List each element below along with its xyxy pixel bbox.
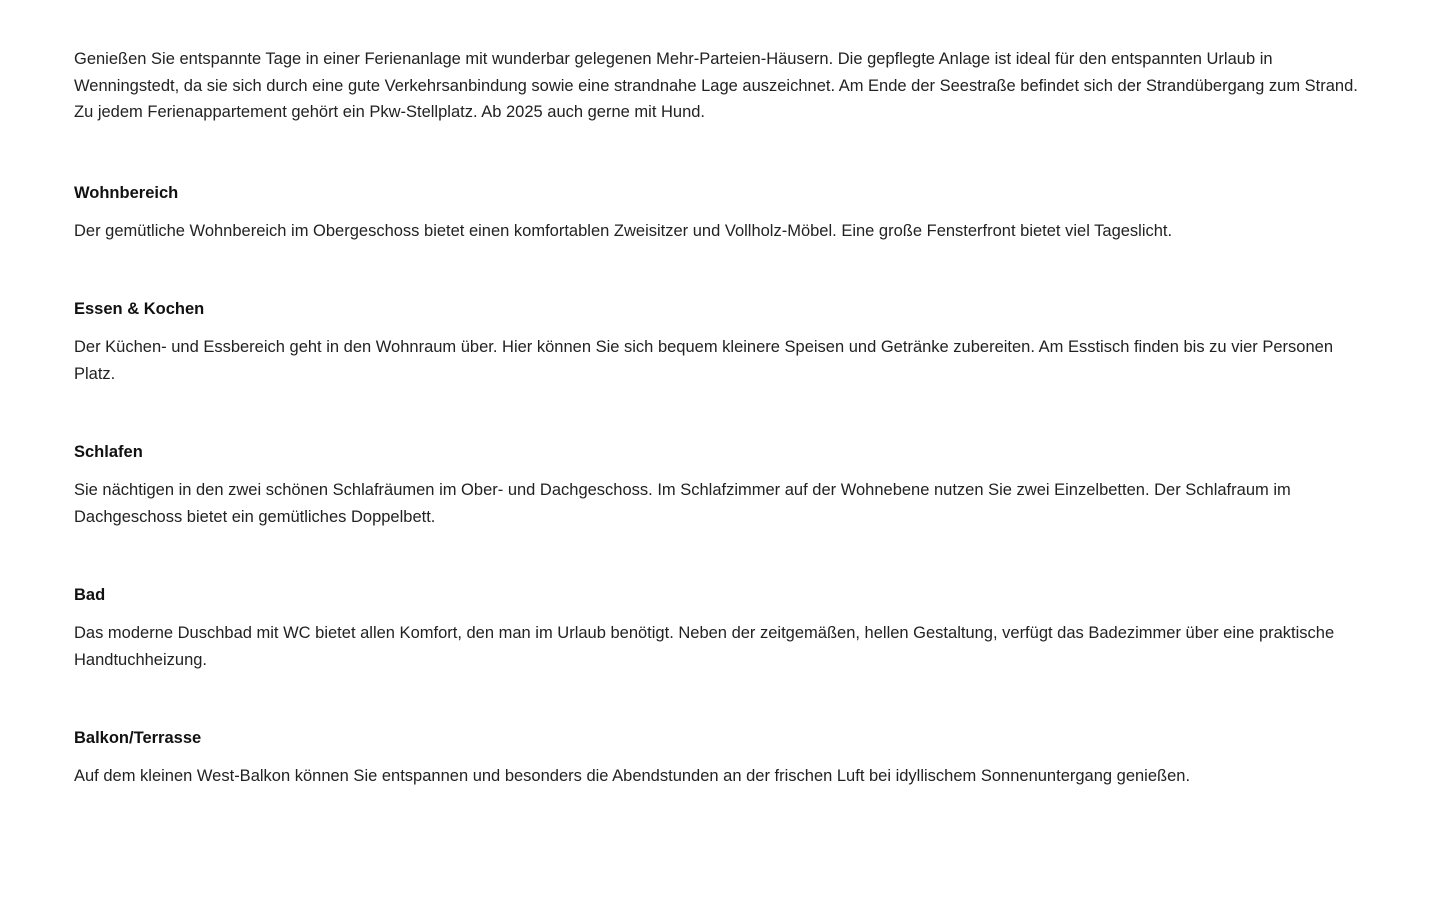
section-schlafen (74, 441, 1374, 530)
section-title: Essen & Kochen (74, 300, 205, 318)
section-title: Balkon/Terrasse (74, 729, 202, 747)
intro-paragraph: Genießen Sie entspannte Tage in einer Ferienanlage mit wunderbar gelegenen Mehr-Parteien-Häusern. Die gepflegte Anlage ist ideal für den entspannten Urlaub in Wenningstedt, da sie sich durch eine gute Verkehrsanbindung sowie eine strandnahe Lage auszeichnet. Am Ende der Seestraße befindet sich der Strandübergang zum Strand. Zu jedem Ferienappartement gehört ein Pkw-Stellplatz. Ab 2025 auch gerne mit Hund. (74, 50, 1358, 121)
section-wohnbereich (74, 182, 1374, 245)
section-essen-kochen (74, 298, 1374, 387)
section-balkon-terrasse (74, 727, 1374, 790)
document-body (74, 46, 1374, 790)
section-title: Schlafen (74, 443, 143, 461)
section-title: Bad (74, 586, 106, 604)
section-text: Der Küchen- und Essbereich geht in den Wohnraum über. Hier können Sie sich bequem kleinere Speisen und Getränke zubereiten. Am Esstisch finden bis zu vier Personen Platz. (74, 338, 1333, 383)
section-text: Auf dem kleinen West-Balkon können Sie entspannen und besonders die Abendstunden an der frischen Luft bei idyllischem Sonnenuntergang genießen. (74, 767, 1191, 785)
section-text: Der gemütliche Wohnbereich im Obergeschoss bietet einen komfortablen Zweisitzer und Vollholz-Möbel. Eine große Fensterfront bietet viel Tageslicht. (74, 221, 1173, 240)
section-title: Wohnbereich (74, 183, 179, 202)
section-bad (74, 584, 1374, 673)
section-text: Sie nächtigen in den zwei schönen Schlafräumen im Ober- und Dachgeschoss. Im Schlafzimmer auf der Wohnebene nutzen Sie zwei Einzelbetten. Der Schlafraum im Dachgeschoss bietet ein gemütliches Doppelbett. (74, 481, 1291, 526)
section-text: Das moderne Duschbad mit WC bietet allen Komfort, den man im Urlaub benötigt. Neben der zeitgemäßen, hellen Gestaltung, verfügt das Badezimmer über eine praktische Handtuchheizung. (74, 624, 1335, 669)
